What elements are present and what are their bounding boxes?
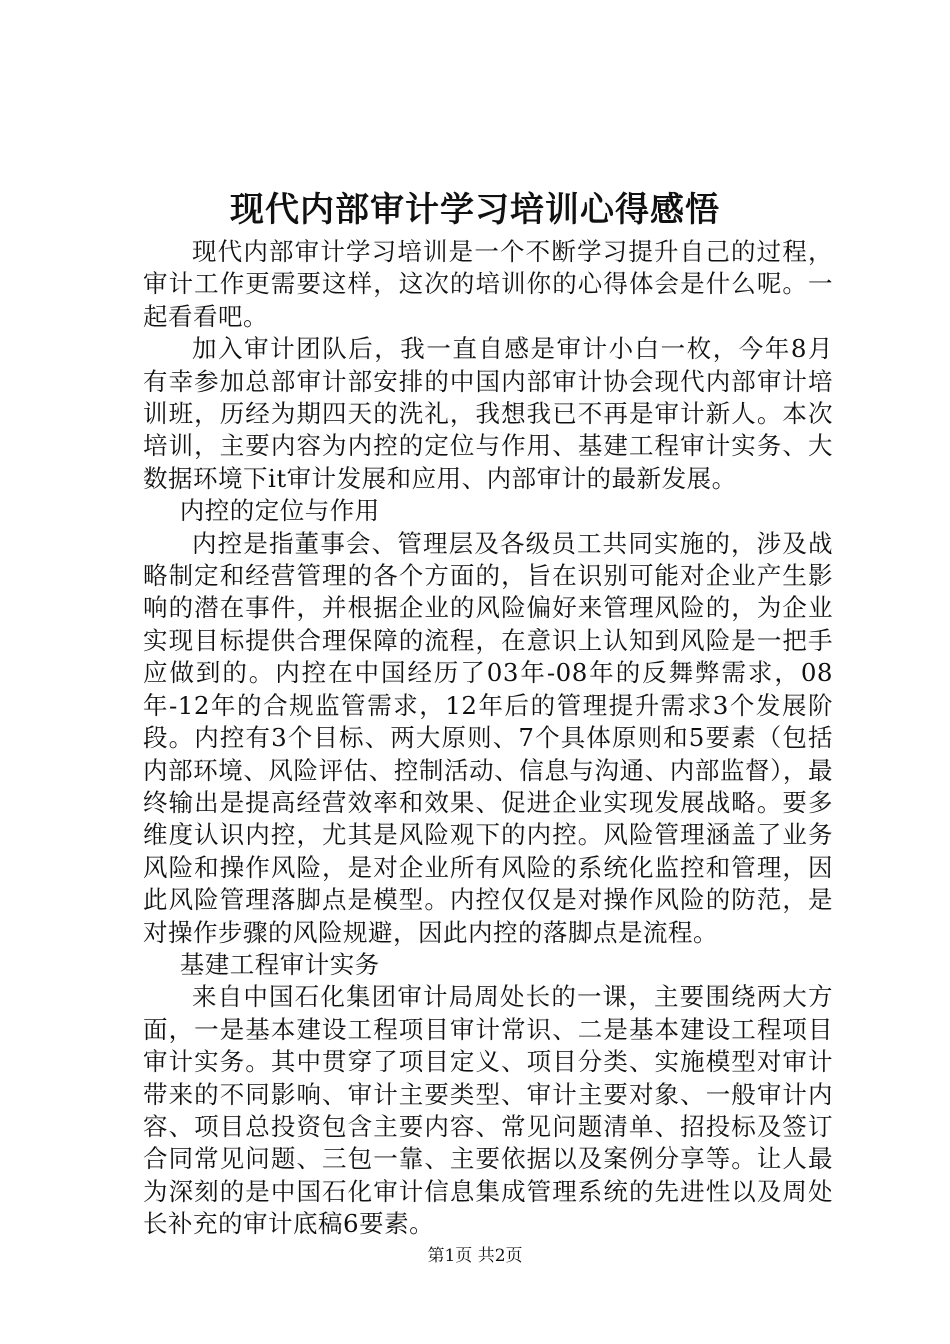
construction-audit-paragraph: 来自中国石化集团审计局周处长的一课，主要围绕两大方面，一是基本建设工程项目审计常识、二是基本建设工程项目审计实务。其中贯穿了项目定义、项目分类、实施模型对审计带来的不同影响、审计主要类型、审计主要对象、一般审计内容、项目总投资包含主要内容、常见问题清单、招投标及签订合同常见问题、三包一靠、主要依据以及案例分享等。让人最为深刻的是中国石化审计信息集成管理系统的先进性以及周处长补充的审计底稿6要素。 (143, 982, 833, 1239)
document-body (143, 236, 833, 1241)
intro-paragraph: 现代内部审计学习培训是一个不断学习提升自己的过程，审计工作更需要这样，这次的培训你的心得体会是什么呢。一起看看吧。 (143, 237, 833, 331)
section-heading-internal-control: 内控的定位与作用 (179, 496, 380, 526)
training-overview-paragraph: 加入审计团队后，我一直自感是审计小白一枚，今年8月有幸参加总部审计部安排的中国内部审计协会现代内部审计培训班，历经为期四天的洗礼，我想我已不再是审计新人。本次培训，主要内容为内控的定位与作用、基建工程审计实务、大数据环境下it审计发展和应用、内部审计的最新发展。 (143, 334, 833, 493)
internal-control-paragraph: 内控是指董事会、管理层及各级员工共同实施的，涉及战略制定和经营管理的各个方面的，旨在识别可能对企业产生影响的潜在事件，并根据企业的风险偏好来管理风险的，为企业实现目标提供合理保障的流程，在意识上认知到风险是一把手应做到的。内控在中国经历了03年-08年的反舞弊需求，08年-12年的合规监管需求，12年后的管理提升需求3个发展阶段。内控有3个目标、两大原则、7个具体原则和5要素（包括内部环境、风险评估、控制活动、信息与沟通、内部监督），最终输出是提高经营效率和效果、促进企业实现发展战略。要多维度认识内控，尤其是风险观下的内控。风险管理涵盖了业务风险和操作风险，是对企业所有风险的系统化监控和管理，因此风险管理落脚点是模型。内控仅仅是对操作风险的防范，是对操作步骤的风险规避，因此内控的落脚点是流程。 (143, 528, 833, 947)
document-title: 现代内部审计学习培训心得感悟 (230, 190, 720, 230)
section-heading-construction-audit: 基建工程审计实务 (179, 949, 380, 979)
page-number-footer: 第1页 共2页 (427, 1246, 523, 1266)
